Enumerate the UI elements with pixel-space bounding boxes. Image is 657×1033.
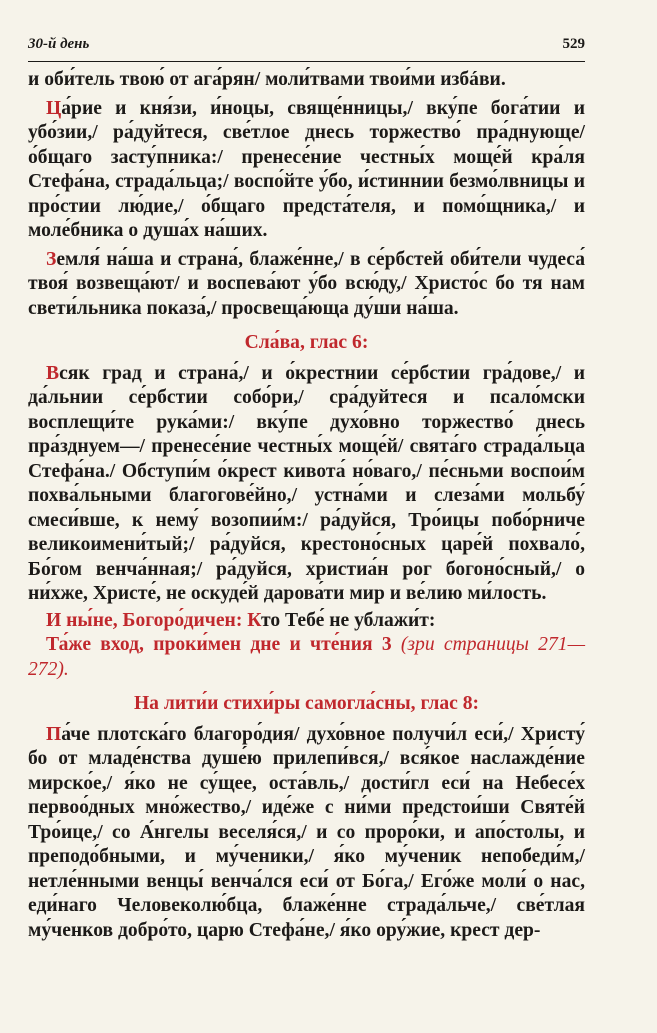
page-number: 529	[562, 36, 585, 52]
rubric-vkhod: Та́же вход, проки́мен дне и чте́ния 3 (зри страницы 271—272).	[28, 634, 585, 680]
paragraph-vsyak: Всяк град и страна́,/ и о́крестнии се́рбстии гра́дове,/ и да́льнии се́рбстии собо́ри,/ сра́дуйтеся и псало́мски восплещи́те рука́ми:/ вку́пе духо́вно торжество́ днесь пра́зднуем—/ пренесе́ние честны́х моще́й/ свята́го страда́льца Стефа́на./ Обступи́м о́крест кивота́ но́ваго,/ пе́сньми воспои́м похва́льными благогове́йно,/ устна́ми и слеза́ми мольбу́ смеси́вше, к нему́ возопии́м:/ ра́дуйся, Тро́ицы побо́рниче великоимени́тый;/ ра́дуйся, крестоно́сных царе́й похвало́, Бо́гом венча́нная;/ ра́дуйся, христиа́н рог богоно́сный,/ о ни́хже, Христе́, не оскуде́й дарова́ти мир и ве́лию ми́лость.	[28, 362, 585, 604]
rubric-bogorodichen: И ны́не, Богоро́дичен: Кто Тебе́ не ублажи́т:	[46, 609, 436, 631]
paragraph-tsarie: Ца́рие и кня́зи, и́ноцы, свяще́нницы,/ вку́пе бога́тии и убо́зии,/ ра́дуйтеся, све́тлое днесь торжество́ пра́днующе/ о́бщаго засту́пника:/ пренесе́ние честны́х моще́й кра́ля Стефа́на, страда́льца;/ воспо́йте у́бо, и́стиннии безмо́лвницы и про́стии лю́дие,/ о́бщаго предста́теля, и помо́щника,/ и моле́бника о душа́х на́ших.	[28, 97, 585, 241]
text-body	[28, 68, 585, 943]
paragraph-zemlya: Земля́ на́ша и страна́, блаже́нне,/ в се́рбстей оби́тели чудеса́ твоя́ возвеща́ют/ и воспева́ют у́бо всю́ду,/ Христо́с бо тя нам свети́льника показа́,/ просвеща́юща ду́ши на́ша.	[28, 248, 585, 319]
paragraph-continuation: и оби́тель твою́ от ага́рян/ моли́твами твои́ми избáви.	[28, 69, 506, 90]
section-heading-slava: Сла́ва, глас 6:	[244, 332, 369, 353]
drop-initial: Ц	[46, 97, 62, 119]
header-rule	[28, 61, 585, 62]
drop-initial: В	[46, 362, 60, 384]
page-header	[28, 36, 585, 53]
paragraph-pache: Па́че плотска́го благоро́дия/ духо́вное получи́л еси́,/ Христу́ бо от младе́нства душе́ю прилепи́вся,/ вся́кое наслажде́ние мирско́е,/ я́ко не су́щее, оста́вль,/ дости́гл еси́ на Небесе́х первоо́дных мно́жество,/ иде́же с ни́ми предстои́ши Святе́й Тро́ице,/ со А́нгелы веселя́ся,/ и со проро́ки, и апо́столы, и преподо́бными, и му́ченики,/ я́ко му́ченик непобеди́м,/ нетле́нными венцы́ венча́лся еси́ от Бо́га,/ Его́же моли́ о нас, еди́наго Человеколю́бца, блаже́нне страда́льче,/ све́тлая му́ченков добро́то, царю Стефа́не,/ я́ко ору́жие, крест дер-	[28, 723, 585, 941]
drop-initial: П	[46, 723, 62, 745]
drop-initial: З	[46, 248, 57, 270]
section-heading-litiya: На лити́и стихи́ры самогла́сны, глас 8:	[133, 693, 480, 714]
running-title: 30-й день	[28, 36, 90, 52]
